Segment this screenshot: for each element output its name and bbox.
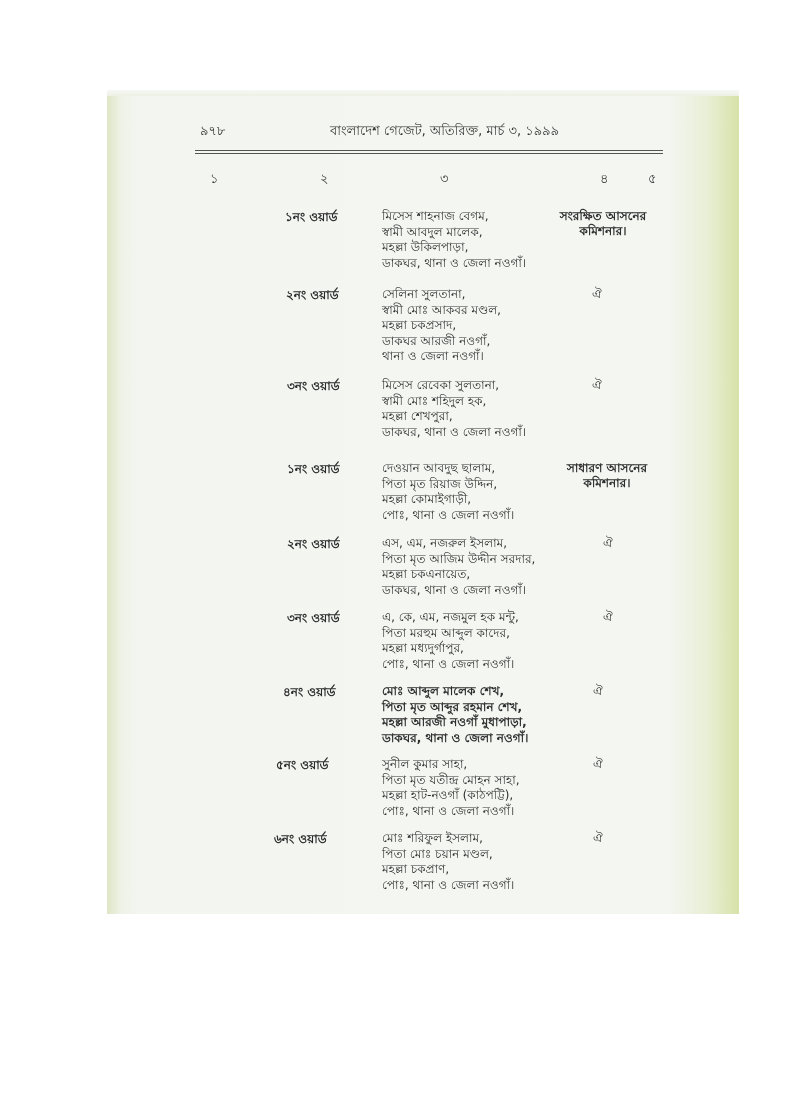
member-details <box>382 831 514 893</box>
detail-line: ডাকঘর, থানা ও জেলা নওগাঁ। <box>382 424 527 439</box>
detail-line: মোঃ শরিফুল ইসলাম, <box>382 831 483 845</box>
detail-line: মোঃ আব্দুল মালেক শেখ, <box>382 684 505 698</box>
member-details <box>382 610 519 672</box>
member-details <box>382 461 514 523</box>
detail-line: পিতা মৃত রিয়াজ উদ্দিন, <box>382 476 498 491</box>
column-number-5: ৫ <box>648 172 657 187</box>
detail-line: ডাকঘর আরজী নওগাঁ, <box>382 333 491 348</box>
ward-label: ৩নং ওয়ার্ড <box>287 611 340 625</box>
member-details <box>382 378 526 440</box>
member-details <box>382 287 501 365</box>
ward-label: ৫নং ওয়ার্ড <box>276 758 329 772</box>
remark: ঐ <box>603 610 613 624</box>
ward-label: ৪নং ওয়ার্ড <box>283 685 336 699</box>
member-details <box>382 536 535 598</box>
detail-line: ডাকঘর, থানা ও জেলা নওগাঁ। <box>382 730 529 745</box>
detail-line: স্বামী মোঃ আকবর মণ্ডল, <box>382 302 501 317</box>
detail-line: ডাকঘর, থানা ও জেলা নওগাঁ। <box>382 582 527 597</box>
ward-label: ৩নং ওয়ার্ড <box>287 379 340 393</box>
member-details <box>382 684 528 746</box>
detail-line: মহল্লা উকিলপাড়া, <box>382 240 469 254</box>
detail-line: মহল্লা চকএনায়েত, <box>382 567 471 581</box>
remark: ঐ <box>593 757 603 771</box>
detail-line: পিতা মরহুম আব্দুল কাদের, <box>382 625 510 640</box>
remark: ঐ <box>593 831 603 845</box>
gazette-title: বাংলাদেশ গেজেট, অতিরিক্ত, মার্চ ৩, ১৯৯৯ <box>330 124 560 139</box>
column-number-3: ৩ <box>440 172 449 187</box>
remark: ঐ <box>592 378 602 392</box>
detail-line: পিতা মোঃ চয়ান মণ্ডল, <box>382 846 493 861</box>
remark: ঐ <box>603 536 613 550</box>
header-rule-top <box>195 150 663 151</box>
detail-line: মহল্লা মধ্যদুর্গাপুর, <box>382 641 464 655</box>
detail-line: মিসেস শাহনাজ বেগম, <box>382 209 489 223</box>
page-number: ৯৭৮ <box>200 124 226 139</box>
detail-line: মহল্লা চকপ্রসাদ, <box>382 318 457 332</box>
detail-line: পোঃ, থানা ও জেলা নওগাঁ। <box>382 877 515 892</box>
page-header <box>200 122 580 142</box>
remark: সংরক্ষিত আসনের কমিশনার। <box>559 209 647 238</box>
detail-line: ডাকঘর, থানা ও জেলা নওগাঁ। <box>382 255 527 270</box>
column-number-4: ৪ <box>600 172 609 187</box>
header-rule-bottom <box>195 153 663 154</box>
detail-line: পিতা মৃত আজিম উদ্দীন সরদার, <box>382 551 536 566</box>
detail-line: সেলিনা সুলতানা, <box>382 287 466 301</box>
remark: সাধারণ আসনের কমিশনার। <box>566 461 648 490</box>
remark: ঐ <box>592 287 602 301</box>
column-number-1: ১ <box>210 172 219 187</box>
ward-label: ৬নং ওয়ার্ড <box>274 832 327 846</box>
detail-line: পিতা মৃত আব্দুর রহমান শেখ, <box>382 699 523 714</box>
ward-label: ১নং ওয়ার্ড <box>285 210 338 224</box>
detail-line: মহল্লা চকপ্রাণ, <box>382 862 450 876</box>
detail-line: সুনীল কুমার সাহা, <box>382 757 468 771</box>
member-details <box>382 209 526 271</box>
detail-line: মহল্লা আরজী নওগাঁ মুধাপাড়া, <box>382 715 527 729</box>
detail-line: মিসেস রেবেকা সুলতানা, <box>382 378 500 392</box>
ward-label: ২নং ওয়ার্ড <box>287 537 340 551</box>
column-number-2: ২ <box>320 172 329 187</box>
detail-line: এ, কে, এম, নজমুল হক মন্টু, <box>382 610 519 624</box>
detail-line: এস, এম, নজরুল ইসলাম, <box>382 536 508 550</box>
detail-line: স্বামী মোঃ শহিদুল হক, <box>382 393 487 408</box>
ward-label: ২নং ওয়ার্ড <box>286 288 339 302</box>
detail-line: পিতা মৃত যতীন্দ্র মোহন সাহা, <box>382 772 520 787</box>
detail-line: মহল্লা শেখপুরা, <box>382 409 453 423</box>
detail-line: পোঃ, থানা ও জেলা নওগাঁ। <box>382 656 515 671</box>
remark: ঐ <box>593 684 603 698</box>
detail-line: মহল্লা কোমাইগাড়ী, <box>382 492 472 506</box>
detail-line: স্বামী আবদুল মালেক, <box>382 224 483 239</box>
member-details <box>382 757 520 819</box>
detail-line: পোঃ, থানা ও জেলা নওগাঁ। <box>382 507 515 522</box>
detail-line: দেওয়ান আবদুছ ছালাম, <box>382 461 496 475</box>
detail-line: থানা ও জেলা নওগাঁ। <box>382 349 484 363</box>
detail-line: মহল্লা হাট-নওগাঁ (কাঠপট্টি), <box>382 788 514 802</box>
ward-label: ১নং ওয়ার্ড <box>287 462 340 476</box>
detail-line: পোঃ, থানা ও জেলা নওগাঁ। <box>382 803 515 818</box>
